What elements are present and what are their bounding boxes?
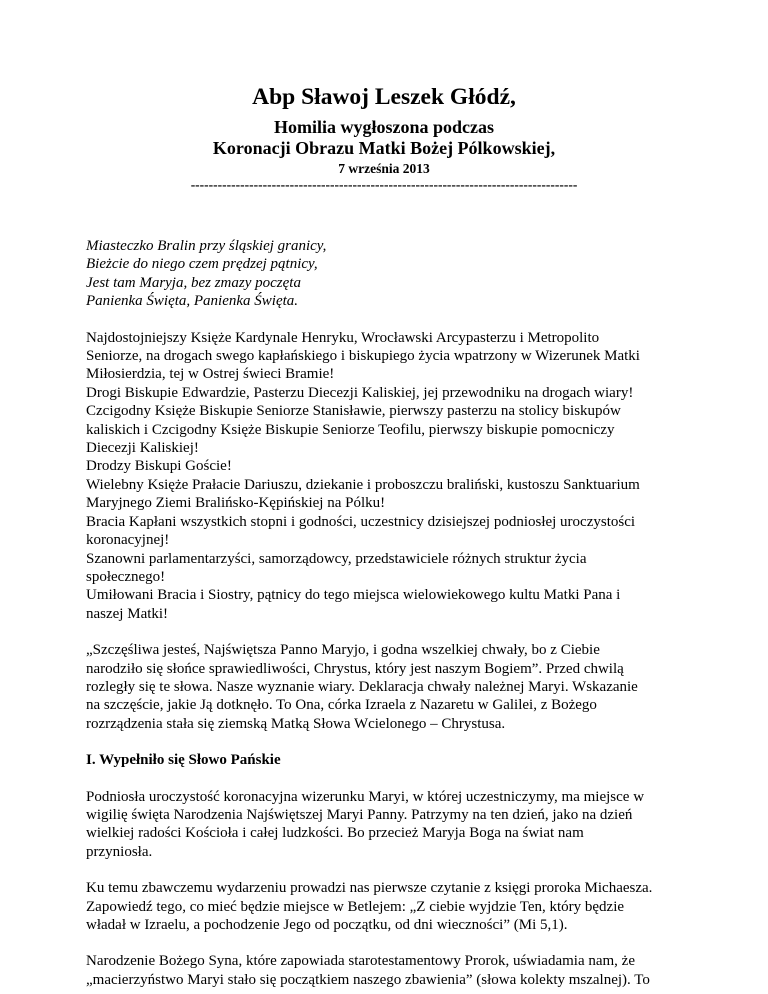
text-line: Drogi Biskupie Edwardzie, Pasterzu Diecezji Kaliskiej, jej przewodniku na drogach wiary! xyxy=(86,384,634,401)
greetings-paragraph xyxy=(86,329,690,624)
text-line: Szanowni parlamentarzyści, samorządowcy, przedstawiciele różnych struktur życia xyxy=(86,550,587,567)
text-line: przyniosła. xyxy=(86,843,153,860)
text-line: społecznego! xyxy=(86,568,166,585)
text-line: „macierzyństwo Maryi stało się początkiem naszego zbawienia” (słowa kolekty mszalnej). To xyxy=(86,971,650,988)
text-line: Czcigodny Księże Biskupie Seniorze Stanisławie, pierwszy pasterzu na stolicy biskupów xyxy=(86,403,621,420)
text-line: naszej Matki! xyxy=(86,605,169,622)
section-heading: I. Wypełniło się Słowo Pańskie xyxy=(86,752,281,769)
section-paragraph-3 xyxy=(86,952,690,989)
section-paragraph-2 xyxy=(86,879,690,934)
text-line: Bracia Kapłani wszystkich stopni i godności, uczestnicy dzisiejszej podniosłej uroczystości xyxy=(86,513,636,530)
text-line: Drodzy Biskupi Goście! xyxy=(86,458,232,475)
text-line: Zapowiedź tego, co mieć będzie miejsce w Betlejem: „Z ciebie wyjdzie Ten, który będzie xyxy=(86,898,625,915)
poem-line: Bieżcie do niego czem prędzej pątnicy, xyxy=(86,256,318,273)
subtitle-line-1: Homilia wygłoszona podczas xyxy=(273,117,494,137)
author-title: Abp Sławoj Leszek Głódź, xyxy=(252,84,516,110)
text-line: Diecezji Kaliskiej! xyxy=(86,440,199,457)
separator-line: -------------------------------------------------------------------------------------- xyxy=(190,177,578,192)
poem-line: Panienka Święta, Panienka Święta. xyxy=(86,293,299,310)
text-line: Wielebny Księże Prałacie Dariuszu, dziekanie i proboszczu braliński, kustoszu Sanktuarium xyxy=(86,476,640,493)
text-line: Umiłowani Bracia i Siostry, pątnicy do tego miejsca wielowiekowego kultu Matki Pana i xyxy=(86,587,621,604)
text-line: kaliskich i Czcigodny Księże Biskupie Seniorze Teofilu, pierwszy biskupie pomocniczy xyxy=(86,421,615,438)
text-line: Ku temu zbawczemu wydarzeniu prowadzi nas pierwsze czytanie z księgi proroka Michaesza. xyxy=(86,880,653,897)
text-line: Najdostojniejszy Księże Kardynale Henryku, Wrocławski Arcypasterzu i Metropolito xyxy=(86,329,600,346)
text-line: Seniorze, na drogach swego kapłańskiego i biskupiego życia wpatrzony w Wizerunek Matki xyxy=(86,348,640,365)
subtitle-line-2: Koronacji Obrazu Matki Bożej Pólkowskiej, xyxy=(212,138,556,158)
document-header xyxy=(0,82,768,193)
section-paragraph-1 xyxy=(86,788,690,862)
date-line: 7 września 2013 xyxy=(338,161,430,176)
text-line: Podniosła uroczystość koronacyjna wizerunku Maryi, w której uczestniczymy, ma miejsce w xyxy=(86,788,645,805)
document-body xyxy=(86,237,690,989)
poem-line: Miasteczko Bralin przy śląskiej granicy, xyxy=(86,238,327,254)
text-line: Narodzenie Bożego Syna, które zapowiada starotestamentowy Prorok, uświadamia nam, że xyxy=(86,953,635,970)
text-line: koronacyjnej! xyxy=(86,532,170,549)
text-line: wigilię święta Narodzenia Najświętszej Maryi Panny. Patrzymy na ten dzień, jako na dzień xyxy=(86,806,633,823)
poem-stanza xyxy=(86,237,690,311)
text-line: rozległy się te słowa. Nasze wyznanie wiary. Deklaracja chwały należnej Maryi. Wskazanie xyxy=(86,678,638,695)
text-line: Maryjnego Ziemi Bralińsko-Kępińskiej na Pólku! xyxy=(86,495,386,512)
text-line: na szczęście, jakie Ją dotknęło. To Ona, córka Izraela z Nazaretu w Galilei, z Bożego xyxy=(86,697,597,714)
text-line: narodziło się słońce sprawiedliwości, Chrystus, który jest naszym Bogiem”. Przed chwilą xyxy=(86,660,624,677)
text-line: rozrządzenia stała się ziemską Matką Słowa Wcielonego – Chrystusa. xyxy=(86,715,506,732)
text-line: Miłosierdzia, tej w Ostrej świeci Bramie! xyxy=(86,366,335,383)
text-line: władał w Izraelu, a pochodzenie Jego od początku, od dni wieczności” (Mi 5,1). xyxy=(86,917,568,933)
text-line: „Szczęśliwa jesteś, Najświętsza Panno Maryjo, i godna wszelkiej chwały, bo z Ciebie xyxy=(86,642,600,659)
text-line: wielkiej radości Kościoła i całej ludzkości. Bo przecież Maryja Boga na świat nam xyxy=(86,825,584,842)
poem-line: Jest tam Maryja, bez zmazy poczęta xyxy=(86,274,301,291)
quote-paragraph xyxy=(86,641,690,733)
